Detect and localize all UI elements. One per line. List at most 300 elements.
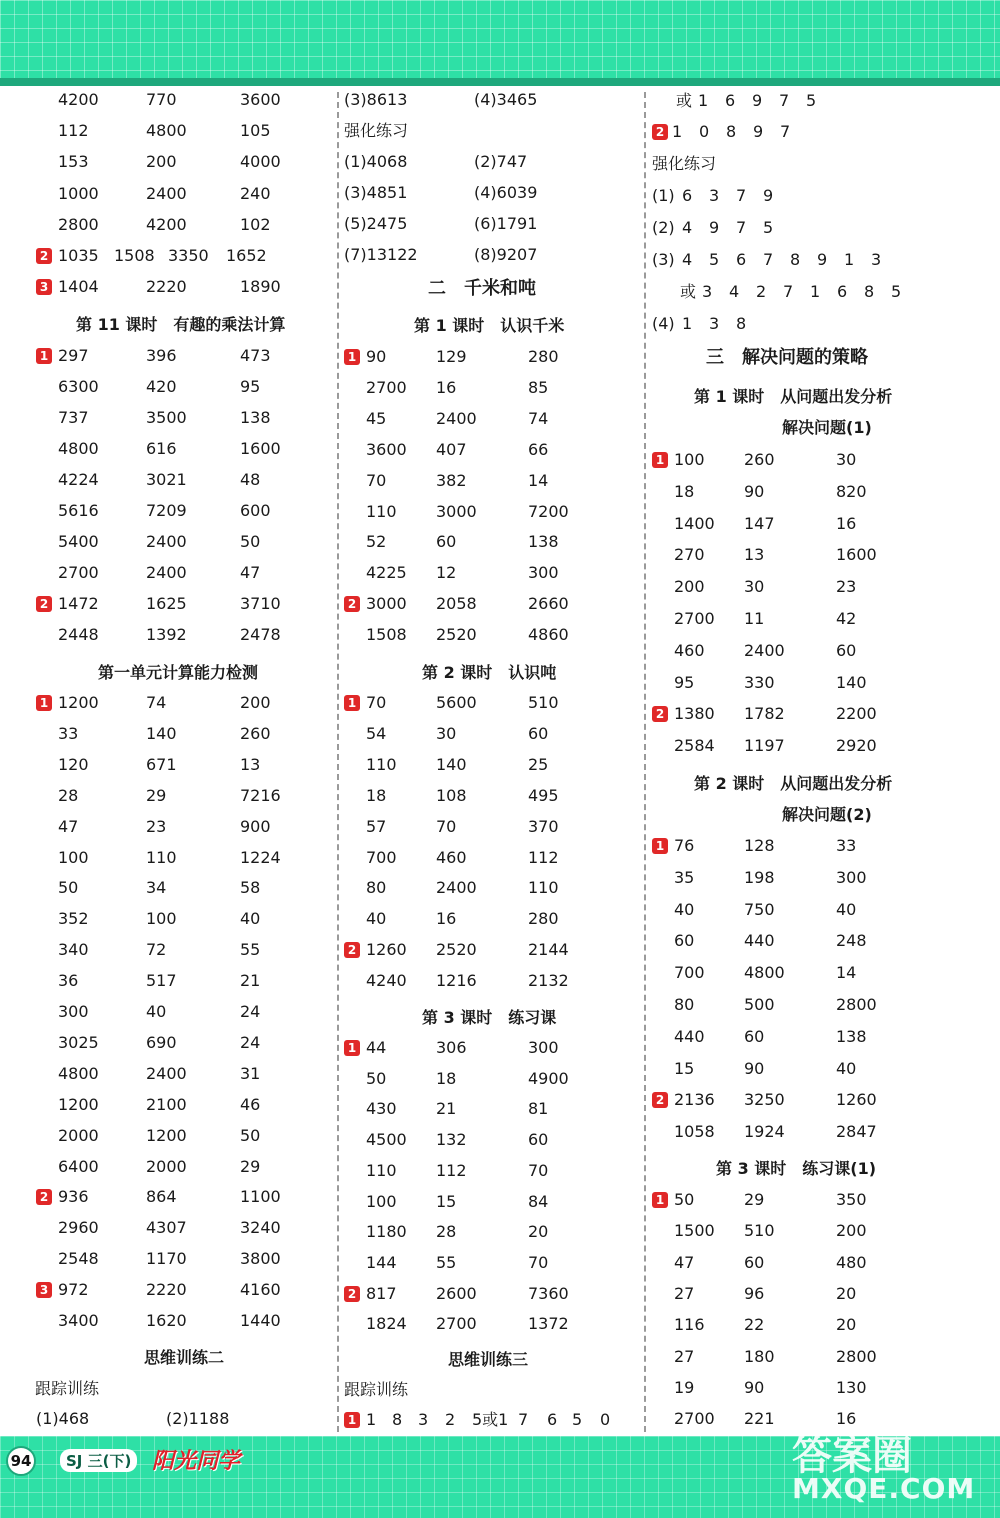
answer-row: [36, 531, 332, 553]
sequence-digit: 5: [572, 1410, 583, 1429]
answer-value: 100: [366, 1191, 397, 1211]
section-heading: 第 1 课时 从问题出发分析: [694, 387, 893, 406]
answer-value: 36: [58, 971, 79, 991]
answer-value: 90: [744, 481, 765, 501]
answer-value: 18: [366, 785, 387, 805]
answer-value: 600: [240, 501, 271, 520]
answer-value: 440: [744, 931, 775, 951]
question-number-badge: 1: [652, 1192, 668, 1208]
answer-value: 90: [744, 1377, 765, 1397]
answer-value: 4800: [58, 1063, 99, 1083]
answer-value: 4307: [146, 1218, 187, 1238]
answer-row: [344, 1160, 640, 1182]
answer-value: 18: [674, 481, 695, 501]
answer-row: [652, 1252, 992, 1274]
answer-value: 6400: [58, 1156, 99, 1176]
sequence-digit: 9: [817, 250, 828, 269]
sequence-digit: 5: [709, 250, 720, 269]
answer-value: 40: [836, 899, 857, 919]
answer-value: 700: [366, 847, 397, 867]
column-divider: [337, 92, 339, 1432]
answer-value: 90: [744, 1058, 765, 1078]
answer-value: 14: [528, 470, 549, 490]
answer-value: 55: [436, 1252, 457, 1272]
answer-value: 1200: [58, 693, 99, 712]
answer-row: [36, 376, 332, 398]
answer-value: 300: [528, 563, 559, 583]
answer-value: 57: [366, 816, 387, 836]
answer-value: 33: [836, 836, 857, 855]
answer-value: 50: [366, 1068, 387, 1088]
answer-value: 60: [744, 1026, 765, 1046]
answer-value: 2800: [836, 1346, 877, 1366]
answer-value: 2700: [366, 377, 407, 397]
answer-value: 129: [436, 347, 467, 366]
sequence-digit: 5: [806, 91, 817, 110]
answer-value: 47: [58, 816, 79, 836]
answer-value: 50: [240, 532, 261, 551]
answer-value: 48: [240, 470, 261, 489]
answer-value: 30: [836, 450, 857, 469]
answer-value: 3800: [240, 1249, 281, 1269]
answer-row: [652, 449, 992, 471]
answer-value: 47: [674, 1252, 695, 1272]
answer-value: 19: [674, 1377, 695, 1397]
answer-value: 864: [146, 1187, 177, 1207]
answer-value: 40: [366, 909, 387, 929]
answer-value: 972: [58, 1280, 89, 1300]
answer-value: 460: [674, 640, 705, 660]
answer-value: 3240: [240, 1218, 281, 1238]
answer-value: 495: [528, 785, 559, 805]
header-banner: [0, 0, 1000, 86]
answer-row: [344, 531, 640, 553]
answer-value: 3600: [240, 90, 281, 109]
answer-row: [344, 213, 640, 235]
sequence-digit: 7: [518, 1410, 529, 1429]
answer-value: 28: [58, 785, 79, 805]
answer-row: [36, 1408, 332, 1430]
answer-value: 16: [836, 513, 857, 533]
sequence-digit: 1: [682, 314, 693, 333]
answer-value: 58: [240, 878, 261, 898]
answer-value: (5)2475: [344, 214, 408, 233]
answer-row: [652, 703, 992, 725]
answer-row: [344, 377, 640, 399]
answer-value: 40: [836, 1058, 857, 1078]
answer-row: [344, 470, 640, 492]
answer-value: 4500: [366, 1130, 407, 1150]
answer-value: 80: [366, 878, 387, 898]
answer-row: [652, 544, 992, 566]
answer-value: 1260: [366, 940, 407, 960]
answer-value: 3025: [58, 1032, 99, 1052]
answer-value: 936: [58, 1187, 89, 1207]
answer-value: 27: [674, 1346, 695, 1366]
sequence-digit: 1: [366, 1410, 377, 1429]
answer-value: 2548: [58, 1249, 99, 1269]
answer-value: 200: [836, 1221, 867, 1241]
answer-value: 138: [528, 532, 559, 552]
answer-value: 50: [674, 1190, 695, 1209]
answer-value: 3710: [240, 594, 281, 613]
answer-value: 45: [366, 408, 387, 428]
answer-value: 74: [528, 408, 549, 428]
answer-row: [36, 183, 332, 205]
answer-row: [344, 723, 640, 745]
question-number-badge: 2: [344, 596, 360, 612]
sequence-digit: 7: [779, 91, 790, 110]
sequence-digit: 7: [763, 250, 774, 269]
question-number-badge: 1: [652, 452, 668, 468]
answer-value: 1400: [674, 513, 715, 533]
sequence-digit: 1: [810, 282, 821, 301]
answer-value: 1180: [366, 1222, 407, 1242]
answer-value: 248: [836, 931, 867, 951]
answer-value: 84: [528, 1191, 549, 1211]
sequence-digit: 4: [729, 282, 740, 301]
answer-value: 112: [58, 121, 89, 141]
answer-value: 616: [146, 439, 177, 458]
answer-value: 1652: [226, 246, 267, 265]
answer-value: 13: [240, 754, 261, 774]
answer-value: (2)1188: [166, 1409, 230, 1428]
sequence-digit: 0: [699, 122, 710, 141]
answer-value: 2400: [146, 1063, 187, 1083]
question-number-badge: 2: [652, 124, 668, 140]
section-heading: 解决问题(2): [782, 805, 872, 824]
answer-value: 30: [744, 577, 765, 597]
answer-value: 3000: [436, 501, 477, 521]
answer-row: [36, 816, 332, 838]
answer-row: [36, 1125, 332, 1147]
question-number-badge: 2: [344, 1286, 360, 1302]
answer-value: 2400: [744, 640, 785, 660]
answer-row: [652, 640, 992, 662]
answer-value: 144: [366, 1252, 397, 1272]
answer-value: 2220: [146, 1280, 187, 1300]
sequence-digit: 4: [682, 250, 693, 269]
answer-row: [36, 1217, 332, 1239]
answer-value: 12: [436, 563, 457, 583]
column-divider: [644, 92, 646, 1432]
answer-value: 7216: [240, 785, 281, 805]
answer-value: 24: [240, 1032, 261, 1052]
watermark-logo: 答案圈: [792, 1433, 912, 1479]
answer-value: 29: [240, 1156, 261, 1176]
sequence-digit: 5或1: [472, 1410, 509, 1429]
answer-value: 11: [744, 609, 765, 628]
answer-value: 1100: [240, 1187, 281, 1207]
answer-row: [36, 438, 332, 460]
answer-value: 297: [58, 346, 89, 365]
answer-row: [652, 1189, 992, 1211]
answer-value: 35: [674, 867, 695, 887]
answer-value: 2136: [674, 1090, 715, 1110]
answer-value: 110: [528, 878, 559, 898]
answer-value: 1404: [58, 277, 99, 296]
answer-row: [652, 835, 992, 857]
answer-value: (1)468: [36, 1409, 90, 1428]
sequence-digit: 1: [672, 122, 683, 141]
answer-value: 29: [744, 1190, 765, 1209]
answer-value: 473: [240, 346, 271, 365]
answer-value: 20: [528, 1222, 549, 1242]
answer-value: 138: [836, 1026, 867, 1046]
answer-column-2: [344, 86, 640, 1436]
answer-row: [344, 877, 640, 899]
answer-row: [36, 89, 332, 111]
answer-value: 110: [366, 754, 397, 774]
answer-value: 260: [744, 450, 775, 469]
answer-row: [36, 1032, 332, 1054]
answer-value: 510: [528, 693, 559, 712]
answer-value: 1600: [240, 439, 281, 458]
answer-value: 60: [744, 1252, 765, 1272]
section-heading: 第 1 课时 认识千米: [414, 316, 565, 335]
answer-value: 240: [240, 183, 271, 203]
answer-value: 1600: [836, 545, 877, 565]
answer-value: 200: [240, 693, 271, 712]
answer-value: 2448: [58, 625, 99, 644]
answer-value: 2520: [436, 940, 477, 960]
sequence-digit: 1: [698, 91, 709, 110]
answer-value: 110: [366, 501, 397, 521]
answer-value: 2144: [528, 940, 569, 960]
answer-row: [344, 408, 640, 430]
section-heading: 第 2 课时 认识吨: [422, 663, 557, 682]
answer-value: 2132: [528, 971, 569, 991]
answer-value: 27: [674, 1283, 695, 1303]
answer-value: 382: [436, 470, 467, 490]
answer-value: 1260: [836, 1090, 877, 1110]
answer-row: [344, 1068, 640, 1090]
answer-value: 300: [836, 867, 867, 887]
answer-value: 1200: [58, 1094, 99, 1114]
answer-value: 2700: [58, 563, 99, 582]
answer-value: 750: [744, 899, 775, 919]
sequence-digit: 6: [837, 282, 848, 301]
answer-row: [36, 1310, 332, 1332]
answer-row: [344, 816, 640, 838]
answer-value: 7209: [146, 501, 187, 520]
answer-value: 13: [744, 545, 765, 565]
answer-row: [344, 562, 640, 584]
answer-value: 340: [58, 940, 89, 960]
answer-value: 105: [240, 121, 271, 141]
answer-row: [36, 847, 332, 869]
answer-value: 76: [674, 836, 695, 855]
answer-value: 2478: [240, 625, 281, 644]
answer-value: 5600: [436, 693, 477, 712]
answer-value: 690: [146, 1032, 177, 1052]
sequence-digit: 1: [844, 250, 855, 269]
answer-value: 2700: [674, 609, 715, 628]
answer-value: 180: [744, 1346, 775, 1366]
answer-value: 40: [674, 899, 695, 919]
answer-row: [652, 481, 992, 503]
answer-value: 4200: [58, 90, 99, 109]
question-number-badge: 3: [36, 279, 52, 295]
answer-value: 15: [436, 1191, 457, 1211]
answer-value: 72: [146, 940, 167, 960]
answer-value: 25: [528, 754, 549, 774]
question-number-badge: 1: [344, 1412, 360, 1428]
question-number-badge: 2: [36, 1189, 52, 1205]
answer-value: 510: [744, 1221, 775, 1241]
answer-row: [344, 692, 640, 714]
answer-row: [36, 562, 332, 584]
answer-value: 420: [146, 377, 177, 396]
answer-value: 407: [436, 439, 467, 459]
question-number-badge: 1: [344, 695, 360, 711]
answer-value: 23: [146, 816, 167, 836]
answer-row: [344, 1221, 640, 1243]
answer-value: 7360: [528, 1283, 569, 1303]
answer-value: (2)747: [474, 152, 528, 171]
answer-row: [652, 899, 992, 921]
answer-value: 100: [674, 450, 705, 469]
answer-value: 3400: [58, 1311, 99, 1330]
answer-value: 820: [836, 481, 867, 501]
answer-row: [36, 908, 332, 930]
answer-value: 130: [836, 1377, 867, 1397]
answer-value: 4240: [366, 971, 407, 991]
answer-value: 30: [436, 723, 457, 743]
answer-row: [652, 1220, 992, 1242]
answer-value: 60: [674, 931, 695, 951]
answer-value: 440: [674, 1026, 705, 1046]
answer-value: 900: [240, 816, 271, 836]
answer-value: 1500: [674, 1221, 715, 1241]
answer-row: [36, 624, 332, 646]
answer-value: 14: [836, 963, 857, 983]
question-number-badge: 1: [344, 349, 360, 365]
answer-value: 350: [836, 1190, 867, 1209]
sequence-label: (4): [652, 314, 675, 333]
answer-value: 280: [528, 909, 559, 929]
answer-value: 2800: [836, 995, 877, 1014]
answer-value: 2520: [436, 625, 477, 645]
answer-value: 221: [744, 1409, 775, 1429]
answer-value: 1890: [240, 277, 281, 296]
answer-row: [36, 1156, 332, 1178]
tracking-heading: 跟踪训练: [35, 1379, 100, 1398]
sequence-digit: 5: [891, 282, 902, 301]
sequence-digit: 3: [871, 250, 882, 269]
answer-value: 2660: [528, 594, 569, 614]
answer-value: 7200: [528, 501, 569, 521]
answer-value: 300: [58, 1002, 89, 1021]
answer-row: [652, 672, 992, 694]
answer-value: (4)6039: [474, 183, 538, 202]
answer-value: 3600: [366, 439, 407, 459]
answer-value: (3)4851: [344, 183, 408, 202]
answer-row: [652, 1283, 992, 1305]
sequence-digit: 0: [600, 1410, 611, 1429]
answer-row: [36, 785, 332, 807]
answer-row: [36, 120, 332, 142]
answer-value: 95: [240, 377, 261, 396]
answer-value: 4860: [528, 625, 569, 645]
answer-row: [652, 1377, 992, 1399]
answer-value: 95: [674, 672, 695, 692]
answer-value: 2400: [146, 563, 187, 582]
answer-value: 20: [836, 1315, 857, 1335]
answer-value: 52: [366, 532, 387, 552]
section-heading: 第 11 课时 有趣的乘法计算: [76, 315, 286, 334]
answer-row: [652, 930, 992, 952]
answer-value: 2700: [436, 1314, 477, 1334]
sequence-digit: 8: [726, 122, 737, 141]
answer-value: 1200: [146, 1125, 187, 1145]
answer-value: 2100: [146, 1094, 187, 1114]
answer-value: 110: [366, 1160, 397, 1180]
sequence-digit: 4: [682, 218, 693, 237]
question-number-badge: 1: [36, 348, 52, 364]
answer-value: 430: [366, 1099, 397, 1119]
question-number-badge: 1: [36, 695, 52, 711]
answer-value: 1440: [240, 1311, 281, 1330]
sequence-digit: 6: [725, 91, 736, 110]
answer-value: 3250: [744, 1090, 785, 1110]
answer-value: 4200: [146, 214, 187, 234]
answer-value: 16: [836, 1409, 857, 1429]
answer-row: [652, 867, 992, 889]
strengthen-heading: 强化练习: [652, 154, 717, 173]
sequence-digit: 8: [392, 1410, 403, 1429]
answer-value: 147: [744, 513, 775, 533]
answer-value: 44: [366, 1038, 387, 1057]
answer-row: [344, 439, 640, 461]
answer-value: 517: [146, 971, 177, 991]
page-number: 94: [6, 1446, 36, 1476]
answer-value: 200: [146, 152, 177, 172]
answer-value: 116: [674, 1315, 705, 1335]
chapter-heading: 二 千米和吨: [428, 278, 536, 299]
answer-value: 5616: [58, 501, 99, 520]
answer-row: [652, 1089, 992, 1111]
answer-value: 47: [240, 563, 261, 582]
answer-value: 2700: [674, 1409, 715, 1429]
answer-value: 330: [744, 672, 775, 692]
answer-row: [344, 1283, 640, 1305]
answer-value: 280: [528, 347, 559, 366]
answer-row: [36, 1063, 332, 1085]
answer-value: (1)4068: [344, 152, 408, 171]
sequence-digit: 3: [418, 1410, 429, 1429]
answer-value: 16: [436, 377, 457, 397]
answer-value: 112: [436, 1160, 467, 1180]
answer-row: [36, 754, 332, 776]
answer-value: 4225: [366, 563, 407, 583]
answer-row: [344, 593, 640, 615]
answer-value: 120: [58, 754, 89, 774]
sequence-digit: 8: [790, 250, 801, 269]
answer-value: 1197: [744, 736, 785, 756]
answer-row: [344, 1252, 640, 1274]
answer-value: 4160: [240, 1280, 281, 1300]
answer-value: 140: [836, 672, 867, 692]
answer-row: [344, 151, 640, 173]
sequence-digit: 6: [736, 250, 747, 269]
answer-row: [652, 962, 992, 984]
answer-value: 60: [836, 640, 857, 660]
answer-value: 70: [436, 816, 457, 836]
answer-value: 2400: [436, 878, 477, 898]
answer-value: 74: [146, 693, 167, 712]
answer-value: 370: [528, 816, 559, 836]
